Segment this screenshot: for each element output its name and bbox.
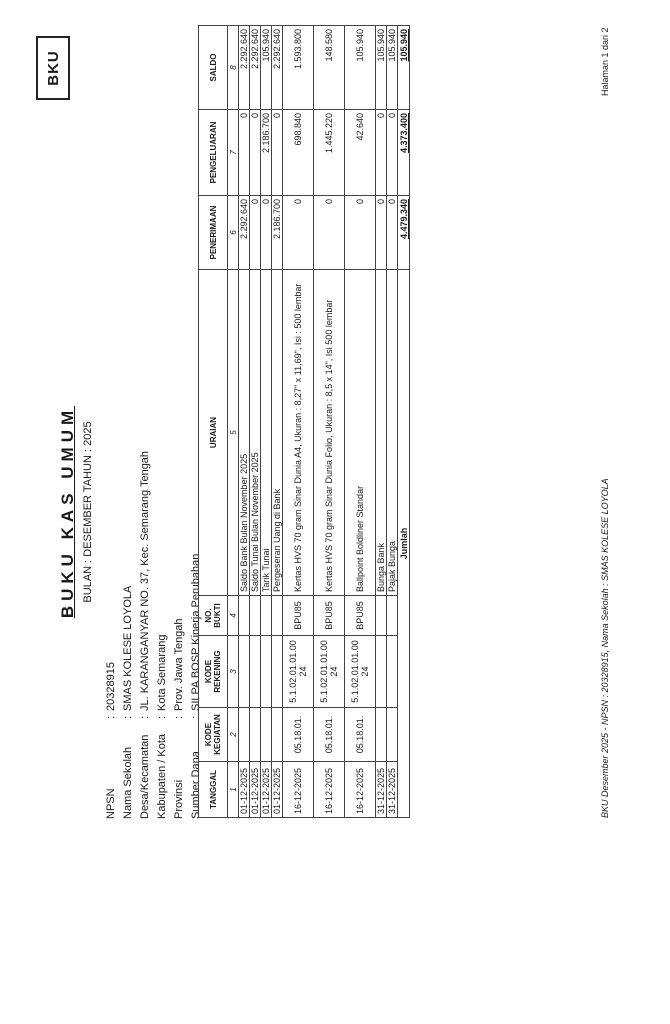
cell-kode-rekening: 5.1.02.01.01.00 24 xyxy=(314,636,345,708)
info-row-npsn xyxy=(103,451,120,819)
cell-tanggal: 01-12-2025 xyxy=(272,762,283,818)
cell-uraian: Saldo Bank Bulan November 2025 xyxy=(239,270,250,596)
info-value: 20328915 xyxy=(105,662,117,711)
table-row xyxy=(250,26,261,818)
column-number-row xyxy=(228,26,239,818)
cell-penerimaan: 0 xyxy=(250,196,261,270)
cell-penerimaan: 0 xyxy=(314,196,345,270)
header-no-bukti: NO. BUKTI xyxy=(199,596,228,636)
header-tanggal: TANGGAL xyxy=(199,762,228,818)
info-row-school-name xyxy=(120,451,137,819)
cell-saldo: 1.593.800 xyxy=(283,26,314,110)
cell-kode-rekening: 5.1.02.01.01.00 24 xyxy=(283,636,314,708)
info-separator: : xyxy=(173,715,185,719)
cell-pengeluaran: 2.186.700 xyxy=(261,110,272,196)
cell-uraian: Pergeseran Uang di Bank xyxy=(272,270,283,596)
info-value: Prov. Jawa Tengah xyxy=(173,618,185,711)
cell-kode-rekening: 5.1.02.01.01.00 24 xyxy=(345,636,376,708)
cell-uraian: Kertas HVS 70 gram Sinar Dunia Folio, Ukuran : 8,5 x 14", Isi 500 lembar xyxy=(314,270,345,596)
cash-book-table xyxy=(198,25,410,818)
info-value: SILPA BOSP Kinerja Perubahan xyxy=(190,553,202,711)
cell-saldo: 105.940 xyxy=(261,26,272,110)
total-saldo: 105.940 xyxy=(398,26,410,110)
cell-penerimaan: 0 xyxy=(261,196,272,270)
cell-penerimaan: 2.292.640 xyxy=(239,196,250,270)
cell-uraian: Pajak Bunga xyxy=(387,270,398,596)
cell-kode-rekening xyxy=(261,636,272,708)
info-separator: : xyxy=(139,715,151,719)
page-number: Halaman 1 dari 2 xyxy=(600,27,610,96)
cell-uraian: Saldo Tunai Bulan November 2025 xyxy=(250,270,261,596)
header-uraian: URAIAN xyxy=(199,270,228,596)
cell-saldo: 2.292.640 xyxy=(250,26,261,110)
header-penerimaan: PENERIMAAN xyxy=(199,196,228,270)
document-title: BUKU KAS UMUM xyxy=(58,405,77,619)
table-row xyxy=(345,26,376,818)
header-kode-kegiatan: KODE KEGIATAN xyxy=(199,708,228,762)
info-label: Sumber Dana xyxy=(190,751,202,819)
col-number: 5 xyxy=(228,270,239,596)
cell-kode-kegiatan: 05.18.01. xyxy=(283,708,314,762)
cell-tanggal: 01-12-2025 xyxy=(261,762,272,818)
cell-kode-kegiatan: 05.18.01. xyxy=(314,708,345,762)
cell-kode-rekening xyxy=(239,636,250,708)
info-value: SMAS KOLESE LOYOLA xyxy=(122,585,134,711)
cell-tanggal: 16-12-2025 xyxy=(314,762,345,818)
info-label: Kabupaten / Kota xyxy=(156,733,168,819)
cell-kode-kegiatan xyxy=(376,708,387,762)
cell-no-bukti xyxy=(272,596,283,636)
cell-penerimaan: 0 xyxy=(345,196,376,270)
cell-no-bukti: BPU85 xyxy=(345,596,376,636)
cell-uraian: Ballpoint Boldliner Standar xyxy=(345,270,376,596)
cell-no-bukti xyxy=(387,596,398,636)
info-separator: : xyxy=(105,715,117,719)
cell-tanggal: 16-12-2025 xyxy=(283,762,314,818)
cell-tanggal: 01-12-2025 xyxy=(250,762,261,818)
col-number: 4 xyxy=(228,596,239,636)
header-pengeluaran: PENGELUARAN xyxy=(199,110,228,196)
cell-no-bukti xyxy=(261,596,272,636)
info-label: Nama Sekolah xyxy=(122,746,134,819)
info-row-province xyxy=(171,451,188,819)
cell-tanggal: 16-12-2025 xyxy=(345,762,376,818)
cell-kode-rekening xyxy=(376,636,387,708)
table-row xyxy=(387,26,398,818)
cell-no-bukti xyxy=(376,596,387,636)
header-kode-rekening: KODE REKENING xyxy=(199,636,228,708)
cell-kode-kegiatan xyxy=(272,708,283,762)
cell-tanggal: 31-12-2025 xyxy=(387,762,398,818)
cell-penerimaan: 2.186.700 xyxy=(272,196,283,270)
cell-pengeluaran: 0 xyxy=(387,110,398,196)
table-row xyxy=(239,26,250,818)
cell-no-bukti: BPU85 xyxy=(283,596,314,636)
cell-no-bukti xyxy=(239,596,250,636)
cell-pengeluaran: 0 xyxy=(376,110,387,196)
cell-pengeluaran: 0 xyxy=(239,110,250,196)
info-separator: : xyxy=(190,715,202,719)
table-row xyxy=(376,26,387,818)
info-value: Kota Semarang xyxy=(156,634,168,711)
cell-penerimaan: 0 xyxy=(283,196,314,270)
cell-uraian: Bunga Bank xyxy=(376,270,387,596)
cell-kode-kegiatan: 05.18.01. xyxy=(345,708,376,762)
col-number: 2 xyxy=(228,708,239,762)
header-saldo: SALDO xyxy=(199,26,228,110)
total-label: Jumlah xyxy=(398,270,410,818)
document-subtitle: BULAN : DESEMBER TAHUN : 2025 xyxy=(82,421,94,603)
cell-kode-rekening xyxy=(250,636,261,708)
cell-kode-kegiatan xyxy=(250,708,261,762)
cell-tanggal: 01-12-2025 xyxy=(239,762,250,818)
info-separator: : xyxy=(122,715,134,719)
cell-saldo: 148.580 xyxy=(314,26,345,110)
table-row xyxy=(314,26,345,818)
cell-kode-kegiatan xyxy=(239,708,250,762)
cell-kode-kegiatan xyxy=(261,708,272,762)
cell-penerimaan: 0 xyxy=(387,196,398,270)
info-row-city xyxy=(154,451,171,819)
cell-no-bukti: BPU85 xyxy=(314,596,345,636)
cell-kode-rekening xyxy=(272,636,283,708)
table-header-row xyxy=(199,26,228,818)
cell-saldo: 105.940 xyxy=(345,26,376,110)
bku-badge: BKU xyxy=(36,36,70,100)
cell-pengeluaran: 698.840 xyxy=(283,110,314,196)
table-row xyxy=(283,26,314,818)
table-row xyxy=(261,26,272,818)
cell-pengeluaran: 42.640 xyxy=(345,110,376,196)
cell-pengeluaran: 0 xyxy=(272,110,283,196)
col-number: 6 xyxy=(228,196,239,270)
document-footer: BKU Desember 2025 - NPSN : 20328915, Nama Sekolah : SMAS KOLESE LOYOLA xyxy=(600,478,610,818)
cell-uraian: Kertas HVS 70 gram Sinar Dunia A4, Ukuran : 8,27" x 11,69", Isi : 500 lembar xyxy=(283,270,314,596)
total-pengeluaran: 4.373.400 xyxy=(398,110,410,196)
cell-saldo: 105.940 xyxy=(376,26,387,110)
info-label: Desa/Kecamatan xyxy=(139,734,151,819)
school-info-block xyxy=(103,451,205,819)
col-number: 7 xyxy=(228,110,239,196)
cell-saldo: 2.292.640 xyxy=(272,26,283,110)
cell-kode-kegiatan xyxy=(387,708,398,762)
col-number: 1 xyxy=(228,762,239,818)
total-penerimaan: 4.479.340 xyxy=(398,196,410,270)
cell-tanggal: 31-12-2025 xyxy=(376,762,387,818)
cell-saldo: 105.940 xyxy=(387,26,398,110)
cell-saldo: 2.292.640 xyxy=(239,26,250,110)
col-number: 3 xyxy=(228,636,239,708)
cell-uraian: Tarik Tunai xyxy=(261,270,272,596)
info-label: NPSN xyxy=(105,788,117,819)
info-row-address xyxy=(137,451,154,819)
cell-pengeluaran: 1.445.220 xyxy=(314,110,345,196)
cell-pengeluaran: 0 xyxy=(250,110,261,196)
col-number: 8 xyxy=(228,26,239,110)
cell-penerimaan: 0 xyxy=(376,196,387,270)
info-label: Provinsi xyxy=(173,779,185,819)
table-total-row xyxy=(398,26,410,818)
info-value: JL. KARANGANYAR NO. 37, Kec. Semarang Tengah xyxy=(139,450,151,711)
cell-no-bukti xyxy=(250,596,261,636)
table-row xyxy=(272,26,283,818)
info-separator: : xyxy=(156,715,168,719)
cell-kode-rekening xyxy=(387,636,398,708)
